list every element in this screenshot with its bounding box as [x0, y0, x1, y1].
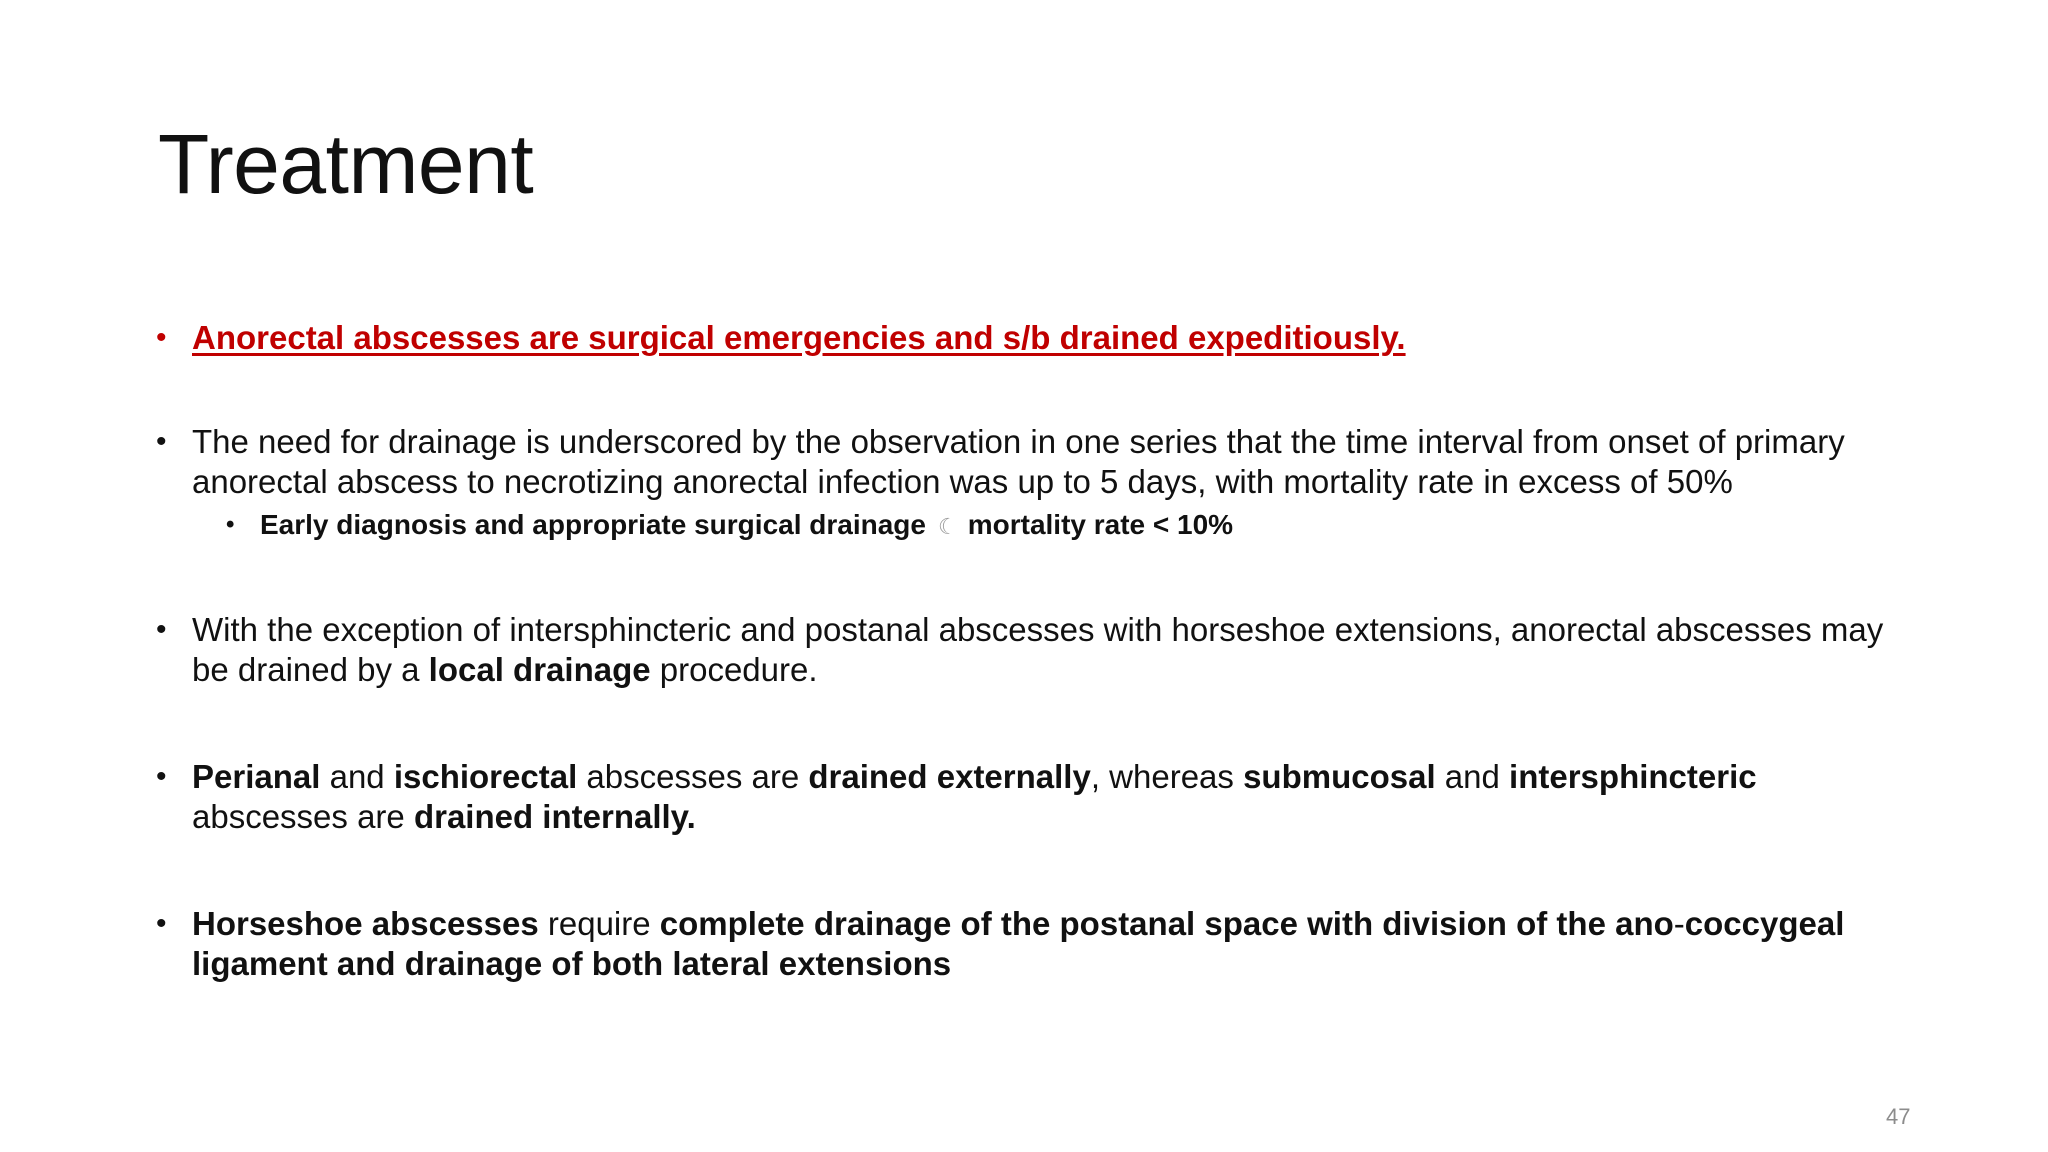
- connector-text: and: [320, 758, 394, 795]
- bullet-drainage-need: [154, 422, 1914, 502]
- intersphincteric-term: intersphincteric: [1509, 758, 1757, 795]
- mortality-rate-text: mortality rate < 10%: [967, 509, 1234, 540]
- connector-text: require: [538, 905, 660, 942]
- complete-drainage-term: complete drainage of the postanal space with division of the ano: [659, 905, 1674, 942]
- early-diagnosis-text: Early diagnosis and appropriate surgical drainage: [260, 509, 926, 540]
- bullet-dot-icon: •: [156, 613, 167, 646]
- emergency-text: Anorectal abscesses are surgical emergencies and s/b drained expeditiously.: [192, 319, 1406, 356]
- bullet-dot-icon: •: [156, 907, 167, 940]
- horseshoe-term: Horseshoe abscesses: [192, 905, 539, 942]
- connector-text: , whereas: [1090, 758, 1244, 795]
- drained-externally-term: drained externally: [808, 758, 1091, 795]
- drained-internally-term: drained internally.: [413, 798, 696, 835]
- bullet-local-drainage: [154, 610, 1914, 690]
- sub-bullet-dot-icon: •: [226, 511, 235, 538]
- connector-text: abscesses are: [192, 798, 414, 835]
- bullet-dot-icon: •: [156, 321, 167, 354]
- local-drainage-pre: With the exception of intersphincteric and postanal abscesses with horseshoe extensions, anorectal abscesses may be drained by a: [192, 611, 1884, 688]
- connector-text: abscesses are: [577, 758, 809, 795]
- connector-text: and: [1435, 758, 1510, 795]
- page-number: 47: [1886, 1104, 1911, 1129]
- local-drainage-post: procedure.: [650, 651, 818, 688]
- sub-bullet-mortality: [154, 508, 1914, 544]
- drainage-need-text: The need for drainage is underscored by the observation in one series that the time interval from onset of primary anorectal abscess to necrotizing anorectal infection was up to 5 days, with mortality rate in excess of 50%: [192, 423, 1845, 500]
- coccygeal-term: coccygeal ligament and drainage of both lateral extensions: [192, 905, 1845, 982]
- slide-title: Treatment: [158, 117, 534, 211]
- ischiorectal-term: ischiorectal: [393, 758, 578, 795]
- bullet-emergency: [154, 318, 1914, 358]
- bullet-dot-icon: •: [156, 425, 167, 458]
- hyphen-text: -: [1673, 905, 1685, 942]
- bullet-dot-icon: •: [156, 760, 167, 793]
- submucosal-term: submucosal: [1243, 758, 1436, 795]
- crescent-arrow-icon: ☾: [937, 514, 958, 539]
- perianal-term: Perianal: [192, 758, 321, 795]
- local-drainage-bold: local drainage: [428, 651, 651, 688]
- bullet-list: [154, 318, 1914, 984]
- bullet-horseshoe: [154, 904, 1914, 984]
- bullet-drain-routes: [154, 757, 1914, 837]
